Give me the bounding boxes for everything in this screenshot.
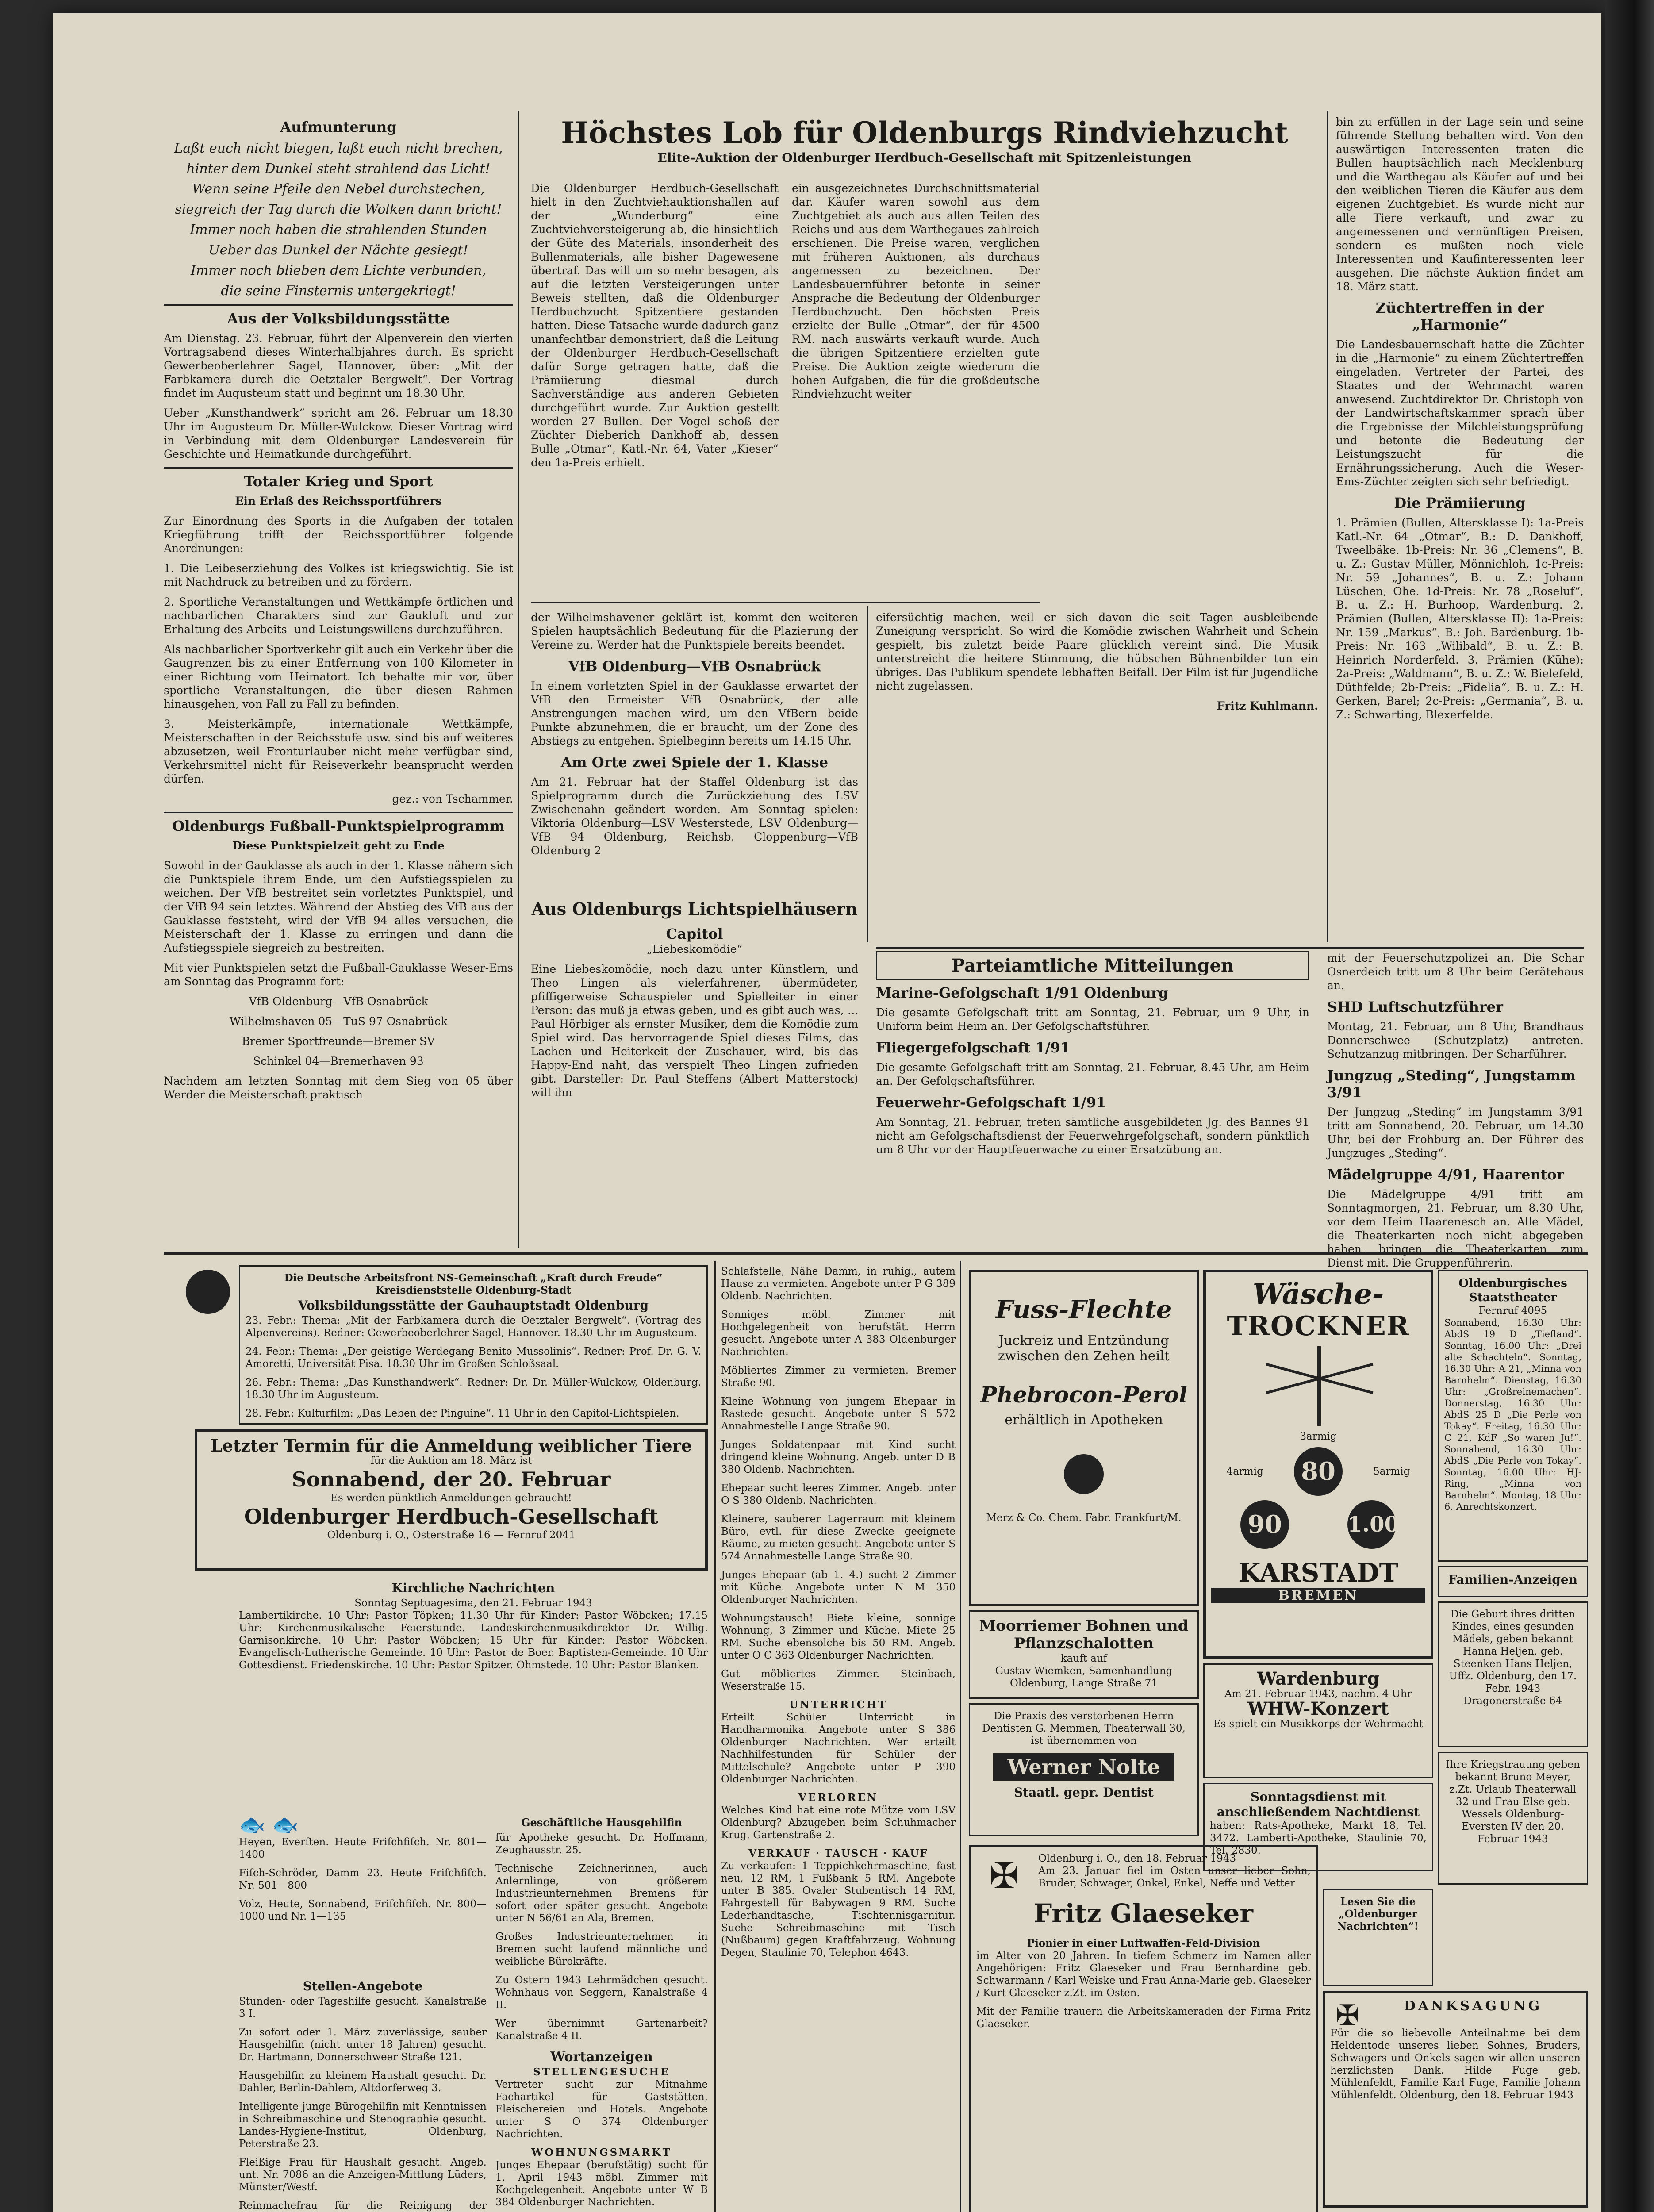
fussflechte-maker: Merz & Co. Chem. Fabr. Frankfurt/M.	[986, 1512, 1182, 1524]
iron-cross-icon: ✠	[1335, 1999, 1359, 2032]
ad-item: Wohnungstausch! Biete kleine, sonnige Wohnung, 3 Zimmer und Küche. Miete 25 RM. Suche ebensolche bis 50 RM. Angeb. unter O C 363 Oldenburger Nachrichten.	[721, 1613, 956, 1661]
birth-announcement	[1438, 1601, 1588, 1747]
article-paragraph: Am Dienstag, 23. Februar, führt der Alpenverein den vierten Vortragsabend dieses Winterhalbjahres durch. Es spricht Gewerbeoberlehrer Sagel, Hannover, über: „Mit der Farbkamera durch die Oetztaler Bergwelt“. Der Vortrag findet im Augusteum statt und beginnt um 18.30 Uhr.	[164, 332, 513, 399]
article-paragraph: Als nachbarlicher Sportverkehr gilt auch ein Verkehr über die Gaugrenzen bis zu einer Entfernung von 100 Kilometer in einer Richtung vom Heimatort. Ich behalte mir vor, über sportliche Veranstaltungen, die über diesen Rahmen hinausgehen, von Fall zu Fall zu befinden.	[164, 643, 513, 710]
ad-item: Wer übernimmt Gartenarbeit? Kanalstraße 4 II.	[495, 2018, 708, 2042]
ad-item: Schlafstelle, Nähe Damm, in ruhig., autem Hause zu vermieten. Angebote unter P G 389 Oldenb. Nachrichten.	[721, 1266, 956, 1302]
birth-text: Die Geburt ihres dritten Kindes, eines gesunden Mädels, geben bekannt Hanna Heljen, geb. Steenken Hans Heljen, Uffz. Oldenburg, den 17. Febr. 1943 Dragonerstraße 64	[1449, 1609, 1577, 1707]
partei-item-title: Fliegergefolgschaft 1/91	[876, 1039, 1071, 1056]
herdbuch-top: Letzter Termin für die Anmeldung weiblicher Tiere	[211, 1436, 692, 1455]
dentist-ad	[969, 1703, 1199, 1836]
moorriem-ad	[969, 1610, 1199, 1699]
familie-header	[1438, 1566, 1588, 1597]
wardenburg-by: Es spielt ein Musikkorps der Wehrmacht	[1213, 1718, 1424, 1730]
fussflechte-sub: Juckreiz und Entzündung zwischen den Zehen heilt	[998, 1333, 1170, 1364]
partei-item-text: Die gesamte Gefolgschaft tritt am Sonntag, 21. Februar, 8.45 Uhr, am Heim an. Der Gefolgschaftsführer.	[876, 1061, 1309, 1087]
obituary-glaeseker	[969, 1845, 1318, 2212]
ad-item: Gut möbliertes Zimmer. Steinbach, Weserstraße 15.	[721, 1668, 956, 1692]
daf-item: 26. Febr.: Thema: „Das Kunsthandwerk“. Redner: Dr. Dr. Müller-Wulckow, Oldenburg. 18.30 Uhr im Augusteum.	[246, 1377, 701, 1401]
column-left	[164, 115, 513, 1248]
poem-line: siegreich der Tag durch die Wolken dann bricht!	[175, 202, 502, 217]
fixture: Schinkel 04—Bremerhaven 93	[253, 1055, 424, 1068]
article-paragraph: Ueber „Kunsthandwerk“ spricht am 26. Februar um 18.30 Uhr im Augusteum Dr. Müller-Wulckow. Dieser Vortrag wird in Verbindung mit dem Oldenburger Landesverein für Geschichte und Heimatkunde durchgeführt.	[164, 407, 513, 461]
column-rule	[1327, 111, 1328, 942]
kirche-text: Lambertikirche. 10 Uhr: Pastor Töpken; 11.30 Uhr für Kinder: Pastor Wöbcken; 17.15 Uhr: Kirchenmusikalische Feierstunde. Landeskirchenmusikdirektor Dr. Willig. Garnisonkirche. 10 Uhr: Pastor Wöbcken; 15 Uhr für Kinder: Pastor Wöbcken. Evangelisch-Lutherische Gemeinde. 10 Uhr: Pastor de Boer. Baptisten-Gemeinde. 10 Uhr Gottesdienst. Friedenskirche. 10 Uhr: Pastor Spitzer. Ohmstede. 10 Uhr: Pastor Blanken.	[239, 1610, 708, 1671]
daf-ad	[239, 1265, 708, 1425]
page-edge-shadow	[1605, 0, 1654, 2212]
partei-item-title: Feuerwehr-Gefolgschaft 1/91	[876, 1094, 1106, 1111]
poem-line: Laßt euch nicht biegen, laßt euch nicht brechen,	[174, 141, 503, 156]
herdbuch-line: für die Auktion am 18. März ist	[370, 1455, 532, 1467]
sonntagsdienst-text: haben: Rats-Apotheke, Markt 18, Tel. 3472. Lamberti-Apotheke, Staulinie 70, Tel. 2830.	[1210, 1820, 1427, 1856]
wardenburg-ad	[1203, 1663, 1433, 1778]
price-badge: 1.00	[1347, 1500, 1396, 1549]
divider	[164, 304, 513, 306]
waesche-title: Wäsche-	[1252, 1278, 1384, 1311]
theater-text: Sonnabend, 16.30 Uhr: AbdS 19 D „Tiefland“. Sonntag, 16.00 Uhr: „Drei alte Schachteln“. Sonntag, 16.30 Uhr: A 21, „Minna von Barnhelm“. Dienstag, 16.30 Uhr: „Großreinemachen“. Donnerstag, 16.30 Uhr: AbdS 25 D „Die Perle von Tokay“. Freitag, 16.30 Uhr: C 21, KdF „So waren Ju!“. Sonnabend, 16.30 Uhr: AbdS „Die Perle von Tokay“. Sonntag, 16.00 Uhr: HJ-Ring, „Minna von Barnhelm“. Montag, 18 Uhr: 6. Anrechtskonzert.	[1444, 1317, 1581, 1512]
partei-item-text: Montag, 21. Februar, um 8 Uhr, Brandhaus Donnerschwee (Schutzplatz) antreten. Schutzanzug mitbringen. Der Scharführer.	[1327, 1020, 1584, 1060]
poem-line: die seine Finsternis untergekriegt!	[221, 283, 456, 299]
wohnungsmarkt-title: WOHNUNGSMARKT	[531, 2147, 672, 2158]
herdbuch-addr: Oldenburg i. O., Osterstraße 16 — Fernruf 2041	[327, 1529, 576, 1541]
column-right	[1336, 115, 1584, 942]
price-row	[1211, 1500, 1425, 1549]
verloren-title: VERLOREN	[798, 1792, 879, 1804]
article-paragraph: der Wilhelmshavener geklärt ist, kommt den weiteren Spielen hauptsächlich Bedeutung für die Plazierung der Vereine zu. Werder hat die Punktspiele bereits beendet.	[531, 611, 858, 651]
article-paragraph: Sowohl in der Gauklasse als auch in der 1. Klasse nähern sich die Punktspiele ihrem Ende, um den Aufstiegsspielen zu weichen. Der VfB bestreitet sein vorletztes Punktspiel, und der VfB 94 sein letztes. Während der Abstieg des VfB aus der Gauklasse feststeht, wird der VfB 94 alles versuchen, die Meisterschaft der 1. Klasse zu erringen und dann die Aufstiegsspiele siegreich zu bestreiten.	[164, 859, 513, 954]
section-rule	[531, 602, 1040, 603]
karstadt-city: BREMEN	[1211, 1588, 1425, 1603]
ad-item: Welches Kind hat eine rote Mütze vom LSV Oldenburg? Abzugeben beim Schuhmacher Krug, Gartenstraße 2.	[721, 1805, 956, 1841]
price-row	[1211, 1447, 1425, 1496]
arm-label: 3armig	[1300, 1431, 1337, 1442]
ads-col-c	[721, 1265, 956, 2212]
dentist-title: Staatl. gepr. Dentist	[1014, 1785, 1154, 1800]
ads-col-b	[495, 1814, 708, 2212]
partei-section	[876, 951, 1309, 1243]
moorriem-title: Moorriemer Bohnen und Pflanzschalotten	[979, 1617, 1189, 1652]
stellengesuche-title: STELLENGESUCHE	[533, 2066, 670, 2078]
danksagung-text: Für die so liebevolle Anteilnahme bei dem Heldentode unseres lieben Sohnes, Bruders, Schwagers und Onkels sagen wir allen unseren herzlichsten Dank. Hilde Fuge geb. Mühlenfeldt, Familie Karl Fuge, Familie Johann Mühlenfeldt. Oldenburg, den 18. Februar 1943	[1330, 2028, 1581, 2101]
stellen-item: Reinmachefrau für die Reinigung der	[239, 2200, 487, 2212]
article-paragraph: bin zu erfüllen in der Lage sein und seine führende Stellung behalten wird. Von den auswärtigen Interessenten traten die Bullen hauptsächlich nach Mecklenburg und die Warthegau als Käufer auf und bei den weiblichen Tieren die Käufer aus dem eigenen Zuchtgebiet. Es wurde nicht nur alle Tiere verkauft, und zwar zu angemessenen und vernünftigen Preisen, sondern es mußten noch viele Interessenten und Kaufinteressenten leer ausgehen. Die nächste Auktion findet am 18. März statt.	[1336, 115, 1584, 293]
kino-subtitle: Capitol	[666, 926, 723, 942]
article-paragraph: 1. Prämien (Bullen, Altersklasse I): 1a-Preis Katl.-Nr. 64 „Otmar“, B.: D. Dankhoff, Tweelbäke. 1b-Preis: Nr. 36 „Clemens“, B. u. Z.: Gustav Müller, Mönnichloh, 1c-Preis: Nr. 59 „Johannes“, B. u. Z.: Johann Lüschen, Ohe. 1d-Preis: Nr. 78 „Roseluf“, B. u. Z.: H. Burhoop, Wardenburg. 2. Prämien (Bullen, Altersklasse II): 1a-Preis: Nr. 159 „Markus“, B.: Joh. Bardenburg. 1b-Preis: Nr. 163 „Wilibald“, B. u. Z.: B. Heinrich Norderfeld. 3. Prämien (Kühe): 2a-Preis: „Waldmann“, B. u. Z.: W. Bielefeld, Düthfelde; 2b-Preis: „Fidelia“, B. u. Z.: H. Gerken, Barel; 2c-Preis: „Germania“, B. u. Z.: Schwarting, Blexerfelde.	[1336, 516, 1584, 721]
ad-item: Erteilt Schüler Unterricht in Handharmonika. Angebote unter S 386 Oldenburger Nachrichten. Wer erteilt Nachhilfestunden für Schüler der Mittelschule? Angebote unter P 390 Oldenburger Nachrichten.	[721, 1712, 956, 1785]
ad-item: Großes Industrieunternehmen in Bremen sucht laufend männliche und weibliche Bürokräfte.	[495, 1931, 708, 1967]
price-badge: 80	[1294, 1447, 1343, 1496]
volksbildung-title: Aus der Volksbildungsstätte	[227, 310, 450, 327]
stellen-item: Zu sofort oder 1. März zuverlässige, sauber Hausgehilfin (nicht unter 18 Jahren) gesucht. Dr. Hartmann, Donnerschweer Straße 121.	[239, 2027, 487, 2063]
arm-label: 4armig	[1226, 1466, 1263, 1477]
wardenburg-title: Wardenburg	[1257, 1668, 1380, 1689]
verkauf-title: VERKAUF · TAUSCH · KAUF	[748, 1847, 928, 1859]
article-paragraph: In einem vorletzten Spiel in der Gauklasse erwartet der VfB den Ermeister VfB Osnabrück, der alle Anstrengungen machen wird, um den VfBern beide Punkte abzunehmen, die er braucht, um der Zone des Abstiegs zu entgehen. Spielbeginn bereits um 14.15 Uhr.	[531, 680, 858, 747]
wortanzeigen-title: Wortanzeigen	[550, 2049, 653, 2065]
unterricht-title: UNTERRICHT	[789, 1699, 887, 1711]
kirche-title: Kirchliche Nachrichten	[391, 1581, 555, 1595]
stellen-item: Fleißige Frau für Haushalt gesucht. Angeb. unt. Nr. 7086 an die Anzeigen-Mittlung Lüders, Münster/Westf.	[239, 2157, 487, 2193]
fisch-notice	[239, 1814, 487, 1973]
arm-label: 5armig	[1373, 1466, 1410, 1477]
obituary-text: Am 23. Januar fiel im Osten unser lieber Sohn, Bruder, Schwager, Onkel, Enkel, Neffe und Vetter	[1038, 1865, 1311, 1889]
ad-item: Ehepaar sucht leeres Zimmer. Angeb. unter O S 380 Oldenb. Nachrichten.	[721, 1482, 956, 1506]
obituary-head: Oldenburg i. O., den 18. Februar 1943	[1038, 1853, 1236, 1864]
kino-film: „Liebeskomödie“	[646, 943, 743, 956]
herdbuch-date: Sonnabend, der 20. Februar	[292, 1467, 611, 1491]
divider	[164, 812, 513, 813]
fixture: VfB Oldenburg—VfB Osnabrück	[249, 995, 428, 1008]
lesen-text: Lesen Sie die „Oldenburger Nachrichten“!	[1337, 1896, 1419, 1932]
partei-item-title: Mädelgruppe 4/91, Haarentor	[1327, 1166, 1564, 1183]
sonntagsdienst-title: Sonntagsdienst mit anschließendem Nachtdienst	[1217, 1790, 1420, 1819]
krieg-sport-subtitle: Ein Erlaß des Reichssportführers	[235, 495, 442, 507]
fussball-title: Oldenburgs Fußball-Punktspielprogramm	[172, 818, 505, 834]
ad-item: Möbliertes Zimmer zu vermieten. Bremer Straße 90.	[721, 1365, 956, 1389]
partei-item-title: Marine-Gefolgschaft 1/91 Oldenburg	[876, 984, 1169, 1001]
signature: Fritz Kuhlmann.	[1217, 699, 1318, 712]
poem-line: hinter dem Dunkel steht strahlend das Licht!	[186, 161, 491, 177]
poem-line: Ueber das Dunkel der Nächte gesiegt!	[208, 242, 468, 258]
herdbuch-name: Oldenburger Herdbuch-Gesellschaft	[244, 1505, 659, 1528]
article-paragraph: Die Oldenburger Herdbuch-Gesellschaft hielt in den Zuchtviehauktionshallen auf der „Wunderburg“ eine Zuchtviehversteigerung ab, die hinsichtlich der Güte des Materials, insonderheit des Bullenmaterials, alle bisher Dagewesene übertraf. Das will um so mehr besagen, als auf die letzten Versteigerungen unter Beweis stellten, daß die Oldenburger Herdbuchzucht Spitzentiere gestanden hatten. Diese Tatsache wurde dadurch ganz unanfechtbar demonstriert, daß die Leitung der Oldenburger Herdbuch-Gesellschaft dafür Sorge getragen hatte, daß die Prämiierung diesmal durch Sachverständige aus anderen Gebieten durchgeführt wurde. Zur Auktion gestellt worden 27 Bullen. Der Vogel schoß der Züchter Dieberich Dankhoff ab, dessen Bulle „Otmar“, Katl.-Nr. 64, Vater „Kieser“ den 1a-Preis erhielt.	[531, 182, 779, 469]
fussball-subtitle: Diese Punktspielzeit geht zu Ende	[232, 839, 445, 852]
daf-head: Die Deutsche Arbeitsfront NS-Gemeinschaft „Kraft durch Freude“ Kreisdienststelle Oldenburg-Stadt	[284, 1272, 663, 1296]
wardenburg-event: WHW-Konzert	[1247, 1698, 1389, 1719]
article-paragraph: ein ausgezeichnetes Durchschnittsmaterial dar. Käufer waren sowohl aus dem Zuchtgebiet als auch aus allen Teilen des Reichs und aus dem Warthegaues zahlreich erschienen. Die Preise waren, verglichen mit früheren Auktionen, als durchaus angemessen zu bezeichnen. Der Landesbauernführer betonte in seiner Ansprache die Bedeutung der Oldenburger Herdbuchzucht. Den höchsten Preis erzielte der Bulle „Otmar“, der für 4500 RM. nach auswärts verkauft wurde. Auch die übrigen Spitzentiere erzielten gute Preise. Die Auktion zeigte wiederum die hohen Aufgaben, die für die großdeutsche Rindviehzucht weiter	[792, 182, 1040, 400]
daf-emblem-icon	[186, 1270, 230, 1314]
column-rule	[714, 1261, 716, 2212]
column-rule	[960, 1261, 961, 2212]
daf-item: 28. Febr.: Kulturfilm: „Das Leben der Pinguine“. 11 Uhr in den Capitol-Lichtspielen.	[246, 1408, 679, 1419]
dentist-text: Die Praxis des verstorbenen Herrn Dentisten G. Memmen, Theaterwall 30, ist übernommen von	[982, 1710, 1186, 1747]
wardenburg-line: Am 21. Februar 1943, nachm. 4 Uhr	[1224, 1688, 1412, 1700]
main-headline-block	[531, 115, 1318, 173]
partei-section-right	[1327, 951, 1584, 1269]
daf-item: 23. Febr.: Thema: „Mit der Farbkamera durch die Oetztaler Bergwelt“. (Vortrag des Alpenvereins). Redner: Gewerbeoberlehrer Sagel, Hannover. 18.30 Uhr im Augusteum.	[246, 1315, 701, 1339]
ad-item: Junges Ehepaar (berufstätig) sucht für 1. April 1943 möbl. Zimmer mit Kochgelegenheit. Angebote unter W B 384 Oldenburger Nachrichten.	[495, 2159, 708, 2208]
article-paragraph: Zur Einordnung des Sports in die Aufgaben der totalen Kriegführung trifft der Reichssportführer folgende Anordnungen:	[164, 515, 513, 555]
article-paragraph: 2. Sportliche Veranstaltungen und Wettkämpfe örtlichen und nachbarlichen Charakters sind zur Gaukluft und zur Erhaltung des Arbeits- und Leistungswillens durchzuführen.	[164, 595, 513, 636]
fisch-item: Volz, Heute, Sonnabend, Friſchfiſch. Nr. 800—1000 und Nr. 1—135	[239, 1898, 487, 1922]
aufmunterung-title: Aufmunterung	[280, 119, 397, 135]
kino-article-continued	[876, 611, 1318, 938]
krieg-sport-title: Totaler Krieg und Sport	[244, 473, 433, 490]
partei-item-text: Die gesamte Gefolgschaft tritt am Sonntag, 21. Februar, um 9 Uhr, in Uniform beim Heim an. Der Gefolgschaftsführer.	[876, 1006, 1309, 1033]
article-paragraph: eifersüchtig machen, weil er sich davon die seit Tagen ausbleibende Zuneigung verspricht. So wird die Komödie zwischen Wahrheit und Schein gespielt, bis zuletzt beide Paare glücklich vereint sind. Die Musik unterstreicht die heitere Stimmung, die hübschen Bühnenbilder tun ein übriges. Das Publikum spendete lebhaften Beifall. Der Film ist für Jugendliche nicht zugelassen.	[876, 611, 1318, 692]
article-paragraph: Mit vier Punktspielen setzt die Fußball-Gauklasse Weser-Ems am Sonntag das Programm fort:	[164, 961, 513, 988]
price-badge: 90	[1240, 1500, 1289, 1549]
ad-item: Sonniges möbl. Zimmer mit Hochgelegenheit von berufstät. Herrn gesucht. Angebote unter A 383 Oldenburger Nachrichten.	[721, 1309, 956, 1358]
partei-title: Parteiamtliche Mitteilungen	[952, 955, 1234, 976]
ad-item: Kleinere, sauberer Lagerraum mit kleinem Büro, evtl. für diese Zwecke geeignete Räume, zu mieten gesucht. Angebote unter S 574 Annahmestelle Lange Straße 90.	[721, 1513, 956, 1562]
fixture: Wilhelmshaven 05—TuS 97 Osnabrück	[229, 1015, 448, 1028]
section-rule	[876, 947, 1584, 949]
fussflechte-ad	[969, 1270, 1199, 1606]
kirche-notice	[239, 1579, 708, 1809]
daf-item: 24. Febr.: Thema: „Der geistige Werdegang Benito Mussolinis“. Redner: Prof. Dr. G. V. Amoretti, Universität Pisa. 18.30 Uhr im Großen Schloßsaal.	[246, 1346, 701, 1370]
vfb-title: VfB Oldenburg—VfB Osnabrück	[568, 658, 821, 675]
daf-title: Volksbildungsstätte der Gauhauptstadt Oldenburg	[298, 1298, 649, 1313]
stellen-title: Stellen-Angebote	[303, 1979, 423, 1993]
obituary-text2: im Alter von 20 Jahren. In tiefem Schmerz im Namen aller Angehörigen: Fritz Glaeseker und Frau Bernhardine geb. Schwarmann / Karl Weiske und Frau Anna-Marie geb. Glaeseker / Kurt Glaeseker z.Zt. im Osten.	[976, 1950, 1311, 1999]
orte-title: Am Orte zwei Spiele der 1. Klasse	[560, 754, 829, 771]
karstadt-name: KARSTADT	[1238, 1558, 1398, 1588]
poem-line: Wenn seine Pfeile den Nebel durchstechen,	[192, 181, 485, 197]
theater-phone: Fernruf 4095	[1478, 1305, 1547, 1317]
article-paragraph: 3. Meisterkämpfe, internationale Wettkämpfe, Meisterschaften in der Reichsstufe usw. sind bis auf weiteres abzusetzen, weil Fronturlauber nicht mehr verfügbar sind, Verkehrsmittel nicht für Reiseverkehr beansprucht werden dürfen.	[164, 718, 513, 785]
partei-item-text: Die Mädelgruppe 4/91 tritt am Sonntagmorgen, 21. Februar, um 8.30 Uhr, vor dem Heim Haarenesch an. Alle Mädel, die Theaterkarten noch nicht abgegeben haben, bringen die Theaterkarten zum Dienst mit. Die Gruppenführerin.	[1327, 1188, 1584, 1269]
herdbuch-ad	[195, 1429, 708, 1571]
poem-line: Immer noch haben die strahlenden Stunden	[190, 222, 487, 238]
kino-title: Aus Oldenburgs Lichtspielhäusern	[531, 899, 858, 919]
stellen-item: Intelligente junge Bürogehilfin mit Kenntnissen in Schreibmaschine und Stenographie gesucht. Landes-Hygiene-Institut, Oldenburg, Peterstraße 23.	[239, 2101, 487, 2150]
familie-title: Familien-Anzeigen	[1448, 1572, 1577, 1587]
partei-item-text: Der Jungzug „Steding“ im Jungstamm 3/91 tritt am Sonnabend, 20. Februar, um 14.30 Uhr, bei der Frohburg an. Der Führer des Jungzuges „Steding“.	[1327, 1106, 1584, 1160]
article-paragraph: 1. Die Leibeserziehung des Volkes ist kriegswichtig. Sie ist mit Nachdruck zu betreiben und zu fördern.	[164, 562, 513, 588]
signature: gez.: von Tschammer.	[392, 792, 513, 805]
fussflechte-title: Fuss-Flechte	[995, 1295, 1172, 1324]
partei-item-title: Jungzug „Steding“, Jungstamm 3/91	[1327, 1067, 1576, 1101]
fixture: Bremer Sportfreunde—Bremer SV	[242, 1035, 435, 1048]
drying-rack-icon	[1211, 1342, 1425, 1430]
ad-item: Kleine Wohnung von jungem Ehepaar in Rastede gesucht. Angebote unter S 572 Annahmestelle Lange Straße 90.	[721, 1396, 956, 1432]
sport-continued-col	[531, 611, 858, 885]
theater-ad	[1438, 1270, 1588, 1562]
wedding-announcement	[1438, 1752, 1588, 1885]
column-rule	[518, 111, 519, 1248]
harmonie-title: Züchtertreffen in der „Harmonie“	[1375, 300, 1544, 333]
obituary-text3: Mit der Familie trauern die Arbeitskameraden der Firma Fritz Glaeseker.	[976, 2006, 1311, 2030]
poem-line: Immer noch blieben dem Lichte verbunden,	[190, 263, 486, 278]
waeschetrockner-ad	[1203, 1270, 1433, 1659]
main-article-col-a	[531, 181, 779, 597]
lesen-ad	[1323, 1889, 1433, 1986]
herdbuch-note: Es werden pünktlich Anmeldungen gebraucht!	[330, 1492, 572, 1504]
fussflechte-avail: erhältlich in Apotheken	[1005, 1412, 1163, 1428]
ad-item: Junges Soldatenpaar mit Kind sucht dringend kleine Wohnung. Angeb. unter D B 380 Oldenb. Nachrichten.	[721, 1439, 956, 1475]
main-headline: Höchstes Lob für Oldenburgs Rindviehzucht	[561, 115, 1288, 150]
obituary-name: Fritz Glaeseker	[1034, 1898, 1253, 1928]
ads-top-rule	[164, 1252, 1588, 1255]
aufmunterung-section	[164, 119, 513, 300]
ad-item: Junges Ehepaar (ab 1. 4.) sucht 2 Zimmer mit Küche. Angebote unter N M 350 Oldenburger Nachrichten.	[721, 1569, 956, 1605]
fisch-item: Fiſch-Schröder, Damm 23. Heute Friſchfiſch. Nr. 501—800	[239, 1867, 487, 1891]
newspaper-page	[53, 13, 1601, 2212]
stellen-angebote	[239, 1978, 487, 2212]
ad-item: Zu verkaufen: 1 Teppichkehrmaschine, fast neu, 12 RM, 1 Fußbank 5 RM. Angebote unter B 385. Ovaler Stubentisch 14 RM, Fahrgestell für Babywagen 9 RM. Suche Lederhandtasche, Tischtennisgarnitur. Suche Schreibmaschine mit Tisch (Nußbaum) gegen Kraftfahrzeug. Wohnung Degen, Staulinie 70, Telephon 4643.	[721, 1860, 956, 1959]
ad-item: für Apotheke gesucht. Dr. Hoffmann, Zeughausstr. 25.	[495, 1832, 708, 1856]
column-rule	[867, 606, 868, 942]
partei-item-text: Am Sonntag, 21. Februar, treten sämtliche ausgebildeten Jg. des Bannes 91 nicht am Gefolgschaftsdienst der Feuerwehrgefolgschaft, sondern pünktlich um 8 Uhr vor der Hauptfeuerwache zu einer Ersatzübung an.	[876, 1116, 1309, 1156]
dentist-name: Werner Nolte	[993, 1753, 1174, 1781]
ad-item: Technische Zeichnerinnen, auch Anlernlinge, von größerem Industrieunternehmen Bremens für sofort oder später gesucht. Angebote unter N 56/61 an Ala, Bremen.	[495, 1863, 708, 1924]
merz-logo-icon	[1064, 1454, 1104, 1494]
fussflechte-product: Phebrocon-Perol	[980, 1382, 1188, 1408]
ad-item: Zu Ostern 1943 Lehrmädchen gesucht. Wohnhaus von Seggern, Kanalstraße 4 II.	[495, 1974, 708, 2011]
wedding-text: Ihre Kriegstrauung geben bekannt Bruno Meyer, z.Zt. Urlaub Theaterwall 32 und Frau Else geb. Wessels Oldenburg-Eversten IV den 20. Februar 1943	[1446, 1759, 1580, 1845]
article-paragraph: Die Landesbauernschaft hatte die Züchter in die „Harmonie“ zu einem Züchtertreffen eingeladen. Vertreter der Partei, des Staates und der Wehrmacht waren anwesend. Zuchtdirektor Dr. Christoph von der Landwirtschaftskammer sprach über die Ergebnisse der Milchleistungsprüfung und betonte die Bedeutung der Leistungszucht für die Ernährungssicherung. Auch die Weser-Ems-Züchter zeigten sich sehr befriedigt.	[1336, 338, 1584, 488]
partei-header-box	[876, 951, 1309, 980]
moorriem-kauft: kauft auf	[1060, 1653, 1107, 1664]
fisch-item: Heyen, Everſten. Heute Friſchfiſch. Nr. 801—1400	[239, 1836, 487, 1860]
main-subhead: Elite-Auktion der Oldenburger Herdbuch-Gesellschaft mit Spitzenleistungen	[657, 150, 1192, 165]
kirche-date: Sonntag Septuagesima, den 21. Februar 1943	[354, 1598, 592, 1609]
theater-title: Oldenburgisches Staatstheater	[1458, 1277, 1567, 1304]
danksagung-1	[1323, 1991, 1588, 2208]
article-paragraph: Am 21. Februar hat der Staffel Oldenburg ist das Spielprogramm durch die Zurückziehung des LSV Zwischenahn geändert worden. Am Sonntag spielen: Viktoria Oldenburg—LSV Westerstede, LSV Oldenburg—VfB 94 Oldenburg, Reichsb. Cloppenburg—VfB Oldenburg 2	[531, 776, 858, 857]
main-article-col-b	[792, 181, 1040, 597]
article-paragraph: Nachdem am letzten Sonntag mit dem Sieg von 05 über Werder die Meisterschaft praktisch	[164, 1075, 513, 1101]
article-paragraph: Eine Liebeskomödie, noch dazu unter Künstlern, und Theo Lingen als vielerfahrener, übermüdeter, pfiffigerweise Schauspieler und Spielleiter in einer Person: das muß ja etwas geben, und es gibt auch was, ... Paul Hörbiger als ernster Musiker, dem die Komödie zum Spiel wird. Das hervorragende Spiel dieses Films, das Lachen und Heiterkeit der Zuschauer, wird, bis das Happy-End naht, das verspielt Theo Lingen zufrieden gibt. Darsteller: Dr. Paul Steffens (Albert Matterstock) will ihn	[531, 963, 858, 1099]
moorriem-addr: Gustav Wiemken, Samenhandlung Oldenburg, Lange Straße 71	[995, 1665, 1173, 1689]
partei-item-title: SHD Luftschutzführer	[1327, 998, 1503, 1015]
ad-item: Vertreter sucht zur Mitnahme Fachartikel für Gaststätten, Fleischereien und Hotels. Angebote unter S O 374 Oldenburger Nachrichten.	[495, 2079, 708, 2140]
danksagung-title: DANKSAGUNG	[1404, 1998, 1543, 2014]
divider	[164, 467, 513, 469]
stellen-item: Stunden- oder Tageshilfe gesucht. Kanalstraße 3 I.	[239, 1996, 487, 2020]
partei-item-text: mit der Feuerschutzpolizei an. Die Schar Osnerdeich tritt um 8 Uhr beim Gerätehaus an.	[1327, 952, 1584, 992]
trockner-title: TROCKNER	[1227, 1311, 1410, 1342]
kino-article	[531, 894, 858, 1190]
stellen-item: Hausgehilfin zu kleinem Haushalt gesucht. Dr. Dahler, Berlin-Dahlem, Altdorferweg 3.	[239, 2070, 487, 2094]
iron-cross-icon: ✠	[989, 1855, 1019, 1896]
geschaeftl-title: Geschäftliche Hausgehilfin	[521, 1816, 683, 1829]
fish-icon: 🐟 🐟	[239, 1813, 299, 1837]
praemiierung-title: Die Prämiierung	[1394, 495, 1526, 511]
obituary-rank: Pionier in einer Luftwaffen-Feld-Division	[1027, 1937, 1260, 1949]
